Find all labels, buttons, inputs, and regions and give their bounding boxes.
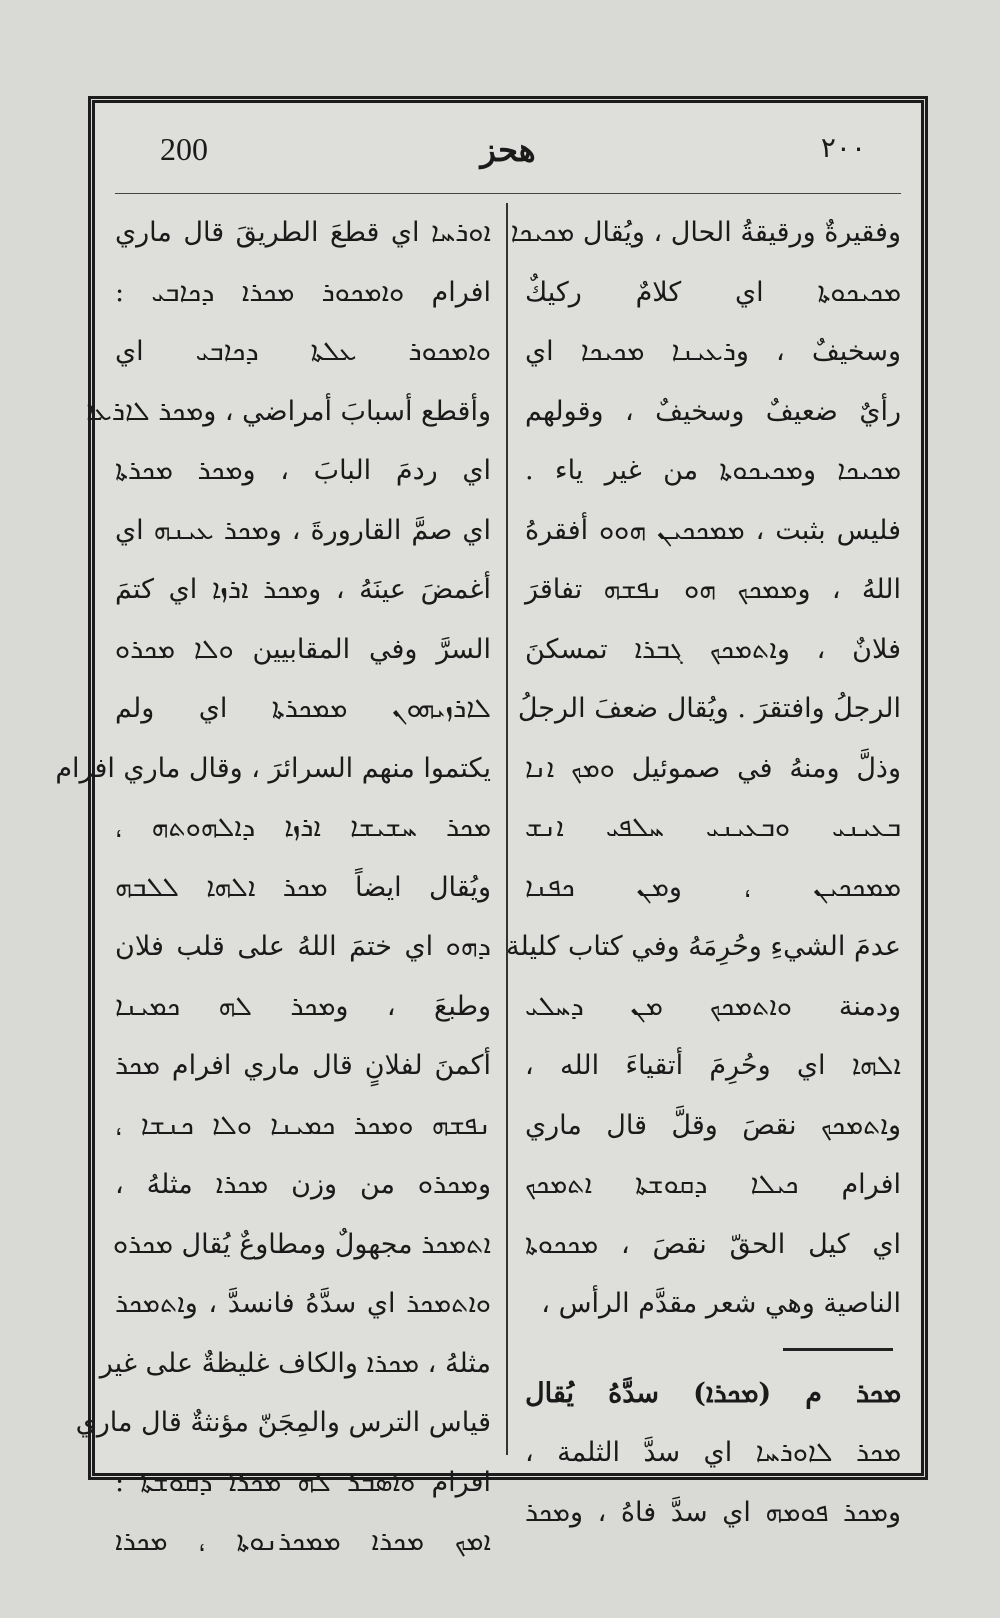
- text-line: ܡܡܟܟܝܢ ، وܡܢ ܟܦܢܐ: [525, 871, 901, 903]
- text-line: ܡܟܝܟܘܬܐ اي كلامٌ ركيكٌ: [525, 276, 901, 308]
- text-line: وأقطع أسبابَ أمراضي ، وܡܟܪ ܠܐܪܥܐ: [86, 395, 491, 427]
- text-line: رأيٌ ضعيفٌ وسخيفٌ ، وقولهم: [525, 395, 901, 427]
- text-line: يكتموا منهم السرائرَ ، وقال ماري افرام: [55, 752, 491, 784]
- text-line: ܢܦܫܗ ܘܡܟܪ ܟܡܝܢܐ ܘܠܐ ܟܢܫܐ ،: [115, 1109, 491, 1141]
- text-line: أكمنَ لفلانٍ قال ماري افرام ܡܟܪ: [115, 1050, 491, 1081]
- text-line: اي كيل الحقّ نقصَ ، ܡܟܟܘܬܐ: [525, 1228, 901, 1260]
- text-line: افرام ܟܝܠܐ ܕܩܘܫܬܐ ܐܬܡܟܟ: [525, 1169, 901, 1200]
- text-line: ܘܐܡܟܘܪ ܥܠܬܐ ܕܟܐܒܝ اي: [115, 336, 491, 367]
- right-column: [506, 203, 907, 1528]
- text-line: ܡܟܪ ܚܫܝܫܐ ܐܪܙܐ ܕܐܠܗܘܬܗ ،: [115, 812, 491, 843]
- text-line: عدمَ الشيءِ وحُرِمَهُ وفي كتاب كليلة: [506, 931, 901, 962]
- text-line: ܐܬܡܟܪ مجهولٌ ومطاوعٌ يُقال ܡܟܪܘ: [112, 1228, 491, 1260]
- text-line: ويُقال ايضاً ܡܟܪ ܐܠܗܐ ܠܠܒܗ: [115, 871, 491, 903]
- text-line: السرَّ وفي المقابيين ܘܠܐ ܡܟܪܘ: [115, 633, 491, 665]
- text-line: الناصية وهي شعر مقدَّم الرأس ،: [541, 1288, 901, 1319]
- text-line: اي صمَّ القارورةَ ، وܡܟܪ ܥܝܢܗ اي: [115, 514, 491, 546]
- entry-headword-line: ܡܟܪ م (ܡܟܪܐ) سدَّهُ يُقال: [525, 1377, 901, 1409]
- text-line: قياس الترس والمِجَنّ مؤنثةٌ قال ماري: [75, 1407, 491, 1438]
- text-line: ܕܗܘ اي ختمَ اللهُ على قلب فلان: [115, 931, 491, 962]
- text-line: وܡܟܪܘ من وزن ܡܟܪܐ مثلهُ ،: [115, 1169, 491, 1200]
- header-rule: [115, 193, 901, 194]
- text-line: وطبعَ ، وܡܟܪ ܠܗ ܟܡܝܢܐ: [115, 990, 491, 1022]
- text-line: فلانٌ ، وܐܬܡܟܟ ܓܒܪܐ تمسكنَ: [525, 633, 901, 665]
- text-line: اي ردمَ البابَ ، وܡܟܪ ܡܟܪܬܐ: [115, 455, 491, 486]
- text-line: ܘܐܬܡܟܪ اي سدَّهُ فانسدَّ ، وܐܬܡܟܪ: [115, 1288, 491, 1319]
- page-number-latin: 200: [160, 131, 208, 167]
- text-line: افرام ܘܐܣܒܪ ܠܗ ܡܟܪܐ ܕܩܘܫܬܐ :: [115, 1466, 491, 1498]
- text-line: ܐܘܪܚܐ اي قطعَ الطريقَ قال ماري: [115, 217, 491, 248]
- text-line: مثلهُ ، ܡܟܪܐ والكاف غليظةٌ على غير: [99, 1347, 491, 1379]
- text-line: فليس بثبت ، ܡܡܟܟܝܢ ܗܘܘ أفقرهُ: [525, 514, 901, 546]
- text-line: اللهُ ، وܡܡܟܟ ܗܘ ܢܦܫܗ تفاقرَ: [525, 574, 901, 605]
- text-line: وذلَّ ومنهُ في صموئيل ܘܡܟ ܐܢܐ: [525, 752, 901, 784]
- section-divider: [519, 1334, 907, 1364]
- text-line: ܐܠܗܐ اي وحُرِمَ أتقياءَ الله ،: [525, 1050, 901, 1081]
- text-line: ܒܥܝܢܝ ܘܒܥܝܢܝ ܚܠܦܝ ܐܢܫ: [525, 812, 901, 843]
- text-line: وسخيفٌ ، وܪܥܝܢܐ ܡܟܝܟܐ اي: [525, 336, 901, 367]
- text-line: وܐܬܡܟܟ نقصَ وقلَّ قال ماري: [525, 1109, 901, 1141]
- running-headword: هحز: [480, 131, 536, 169]
- text-line: ܡܟܪ ܠܐܘܪܚܐ اي سدَّ الثلمة ،: [525, 1437, 901, 1468]
- page-number-arabic: ۲۰۰: [820, 131, 866, 164]
- text-line: افرام ܘܐܡܟܘܪ ܡܟܪܐ ܕܟܐܒܝ :: [115, 276, 491, 308]
- page-header: [115, 113, 901, 183]
- text-line: ܡܟܝܟܐ وܡܟܝܟܘܬܐ من غير ياء .: [525, 455, 901, 486]
- text-line: أغمضَ عينَهُ ، وܡܟܪ ܐܪܙܐ اي كتمَ: [115, 574, 491, 605]
- page-frame: [55, 100, 924, 1557]
- text-line: وܡܟܪ ܦܘܡܗ اي سدَّ فاهُ ، وܡܟܪ: [525, 1496, 901, 1528]
- text-line: ܐܡܟ ܡܟܪܐ ܡܡܟܪܢܘܬܐ ، ܡܟܪܐ: [115, 1526, 491, 1557]
- text-line: ܠܐܪܙܝܗܘܢ ܡܡܟܪܬܐ اي ولم: [115, 693, 491, 724]
- text-line: وفقيرةٌ ورقيقةُ الحال ، ويُقال ܡܟܝܟܐ: [510, 217, 901, 248]
- left-column: [55, 203, 497, 1557]
- text-line: ودمنة ܘܐܬܡܟܟ ܡܢ ܕܚܠܝ: [525, 990, 901, 1022]
- text-line: الرجلُ وافتقرَ . ويُقال ضعفَ الرجلُ: [517, 693, 901, 724]
- column-divider: [506, 203, 508, 1455]
